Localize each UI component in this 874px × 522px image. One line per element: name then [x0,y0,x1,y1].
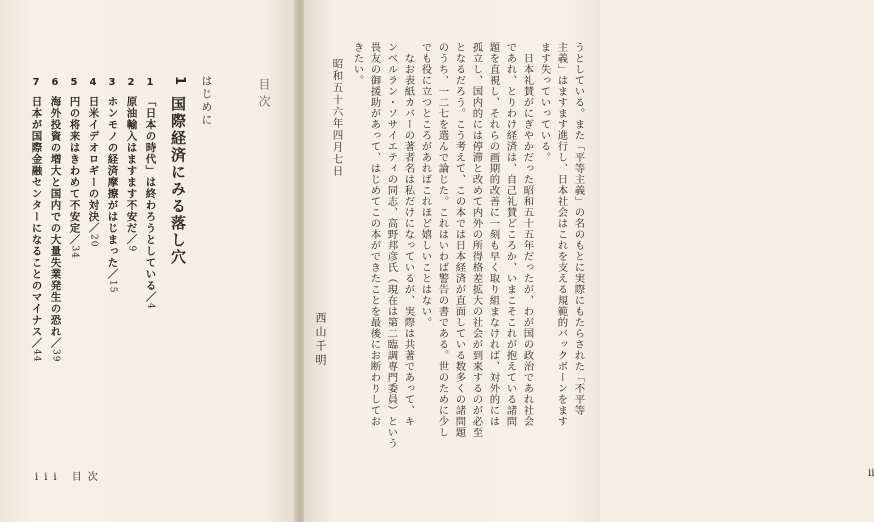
preface-text-column: きたい。 [351,42,364,86]
preface-text-column: ンベルラン・ソサイエティの同志、高野邦彦氏（現在は第二臨調専門委員）という [385,42,398,449]
toc-entry-title: 円の将来はきわめて不安定／ [68,96,81,246]
preface-text-column: 日本礼賛がにぎやかだった昭和五十五年だったが、わが国の政治であれ社会 [521,42,534,427]
toc-entry-line [126,96,137,252]
preface-text-column: でも役に立つところがあればこれほど嬉しいことはない。 [419,42,432,328]
toc-entry-title: 「日本の時代」は終わろうとしている／ [144,96,157,303]
left-page-table-of-contents [0,0,296,522]
toc-entry-number: 1 [146,77,154,88]
toc-entry-page: 44 [31,349,42,363]
preface-text-column: のうち、一二七を選んで論じた。これはいわば警告の書である。世のために少し [436,42,449,438]
toc-entry-page: 34 [69,245,80,259]
intro-label: はじめに [200,75,213,127]
left-folio: iii 目次 [35,472,104,483]
toc-entry-number: 7 [32,77,40,88]
preface-text-column: ます失っていっている。 [538,42,551,163]
toc-entry-title: 原油輸入はますます不安だ／ [125,96,138,246]
toc-entry-line [31,96,42,362]
chapter-title: 国際経済にみる落し穴 [169,96,187,266]
author-signature: 西山千明 [314,312,327,368]
toc-entry-number: 2 [127,77,135,88]
preface-text-column: 孤立し、国内的には停滞と改めて内外の所得格差拡大の社会が到来するのが必至 [470,42,483,438]
chapter-number: 1 [172,76,187,86]
toc-entry-line [88,96,99,247]
toc-entry-page: 4 [145,303,156,310]
toc-entry-page: 15 [107,280,118,294]
toc-entry-number: 4 [89,77,97,88]
preface-text-column: 畏友の御援助があって、はじめてこの本ができたことを最後にお断わりしてお [368,42,381,427]
preface-date: 昭和五十六年四月七日 [331,58,344,177]
toc-entry-title: 日本が国際金融センターになることのマイナス／ [30,96,43,349]
preface-text-column: なお表紙カバーの著者名は私だけになっているが、実際は共著であって、キ [402,42,415,427]
preface-text-column: となるだろう。こう考えて、この本では日本経済が直面している数多くの諸問題 [453,42,466,438]
toc-entry-page: 20 [88,234,99,248]
toc-entry-number: 5 [70,77,78,88]
toc-entry-line [107,96,118,293]
toc-entry-title: 日米イデオロギーの対決／ [87,96,100,234]
preface-text-column: うとしている。また「平等主義」の名のもとに実際にもたらされた「不平等 [572,42,585,416]
toc-entry-number: 6 [51,77,59,88]
toc-entry-line [145,96,156,310]
right-folio: ii [868,468,874,479]
toc-entry-number: 3 [108,77,116,88]
preface-text-column: 題を直視し、それらの画期的改善に一刻も早く取り組まなければ、対外的には [487,42,500,427]
toc-entry-page: 39 [50,349,61,363]
toc-entry-line [50,96,61,362]
toc-entry-page: 9 [126,245,137,253]
toc-entry-line [69,96,80,259]
toc-heading: 目次 [257,78,271,112]
toc-entry-title: 海外投資の増大と国内での大量失業発生の恐れ／ [49,96,62,349]
toc-entry-title: ホンモノの経済摩擦がはじまった／ [106,96,119,280]
preface-text-column: であれ、とりわけ経済は、自己礼賛どころか、いまこそこれが抱えている諸問 [504,42,517,427]
preface-text-column: 主義」はますます進行し、日本社会はこれを支える規範的バックボーンをます [555,42,568,427]
